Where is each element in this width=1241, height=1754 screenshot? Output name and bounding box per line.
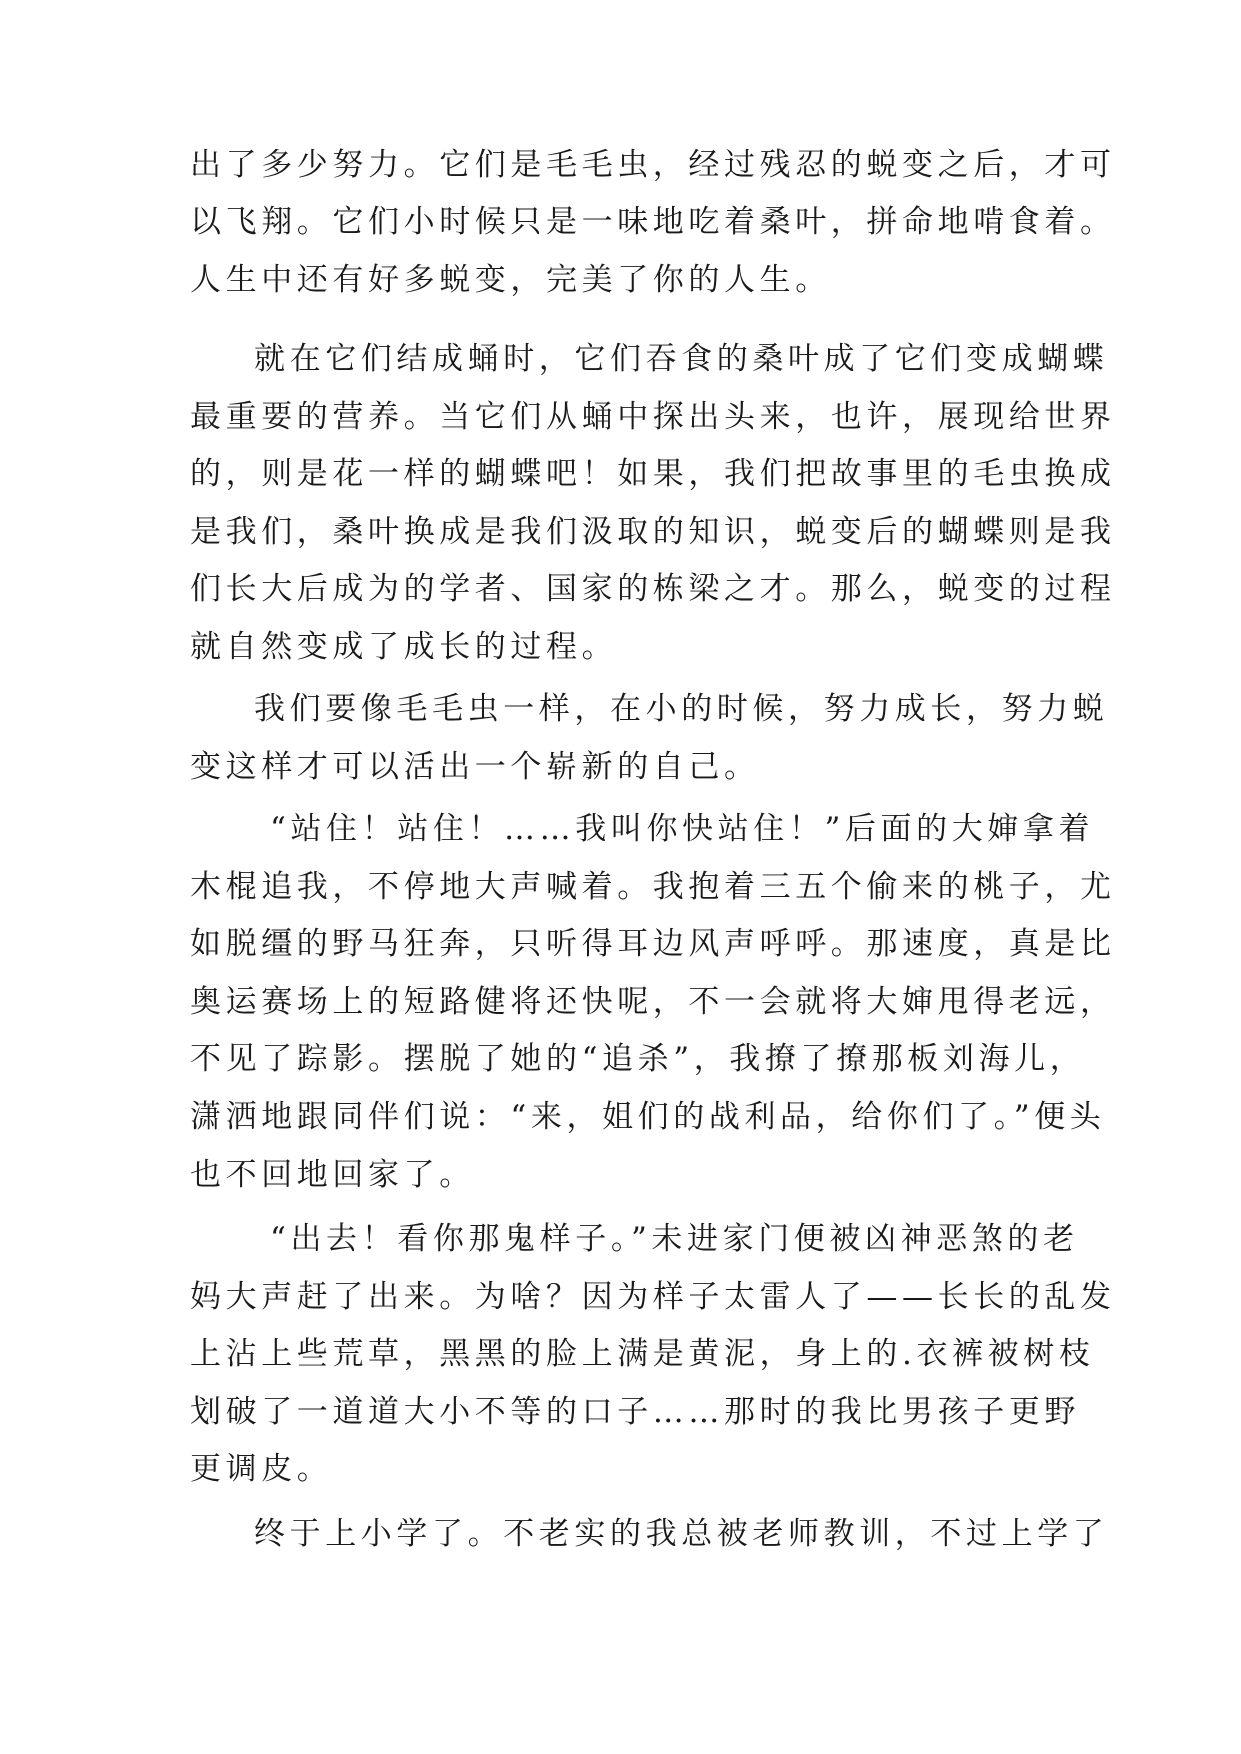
text-line: 的，则是花一样的蝴蝶吧！如果，我们把故事里的毛虫换成 xyxy=(190,456,1116,492)
paragraph-first-line: “出去！看你那鬼样子。”未进家门便被凶神恶煞的老 xyxy=(270,1221,1079,1257)
text-line: 上沾上些荒草，黑黑的脸上满是黄泥，身上的.衣裤被树枝 xyxy=(190,1336,1095,1372)
text-line: 木棍追我，不停地大声喊着。我抱着三五个偷来的桃子，尤 xyxy=(190,869,1116,905)
text-line: 奥运赛场上的短路健将还快呢，不一会就将大婶甩得老远， xyxy=(190,984,1116,1020)
text-line: 变这样才可以活出一个崭新的自己。 xyxy=(190,749,760,785)
text-line: 潇洒地跟同伴们说：“来，姐们的战利品，给你们了。”便头 xyxy=(190,1099,1106,1135)
text-line: 出了多少努力。它们是毛毛虫，经过残忍的蜕变之后，才可 xyxy=(190,147,1116,183)
text-line: 以飞翔。它们小时候只是一味地吃着桑叶，拼命地啃食着。 xyxy=(190,204,1116,240)
text-line: 最重要的营养。当它们从蛹中探出头来，也许，展现给世界 xyxy=(190,399,1116,435)
text-line: 如脱缰的野马狂奔，只听得耳边风声呼呼。那速度，真是比 xyxy=(190,926,1116,962)
text-line: 人生中还有好多蜕变，完美了你的人生。 xyxy=(190,262,831,298)
text-line: 就自然变成了成长的过程。 xyxy=(190,629,618,665)
text-line: 更调皮。 xyxy=(190,1451,333,1487)
text-line: 不见了踪影。摆脱了她的“追杀”，我撩了撩那板刘海儿， xyxy=(190,1041,1086,1077)
text-line: 妈大声赶了出来。为啥？因为样子太雷人了——长长的乱发 xyxy=(190,1279,1116,1315)
paragraph-first-line: “站住！站住！……我叫你快站住！”后面的大婶拿着 xyxy=(270,811,1095,847)
text-line: 是我们，桑叶换成是我们汲取的知识，蜕变后的蝴蝶则是我 xyxy=(190,514,1116,550)
text-line: 划破了一道道大小不等的口子……那时的我比男孩子更野 xyxy=(190,1394,1080,1430)
paragraph-first-line: 我们要像毛毛虫一样，在小的时候，努力成长，努力蜕 xyxy=(254,691,1109,727)
text-line: 也不回地回家了。 xyxy=(190,1157,475,1193)
paragraph-first-line: 终于上小学了。不老实的我总被老师教训，不过上学了 xyxy=(254,1516,1109,1552)
text-line: 们长大后成为的学者、国家的栋梁之才。那么，蜕变的过程 xyxy=(190,571,1116,607)
paragraph-first-line: 就在它们结成蛹时，它们吞食的桑叶成了它们变成蝴蝶 xyxy=(254,341,1109,377)
